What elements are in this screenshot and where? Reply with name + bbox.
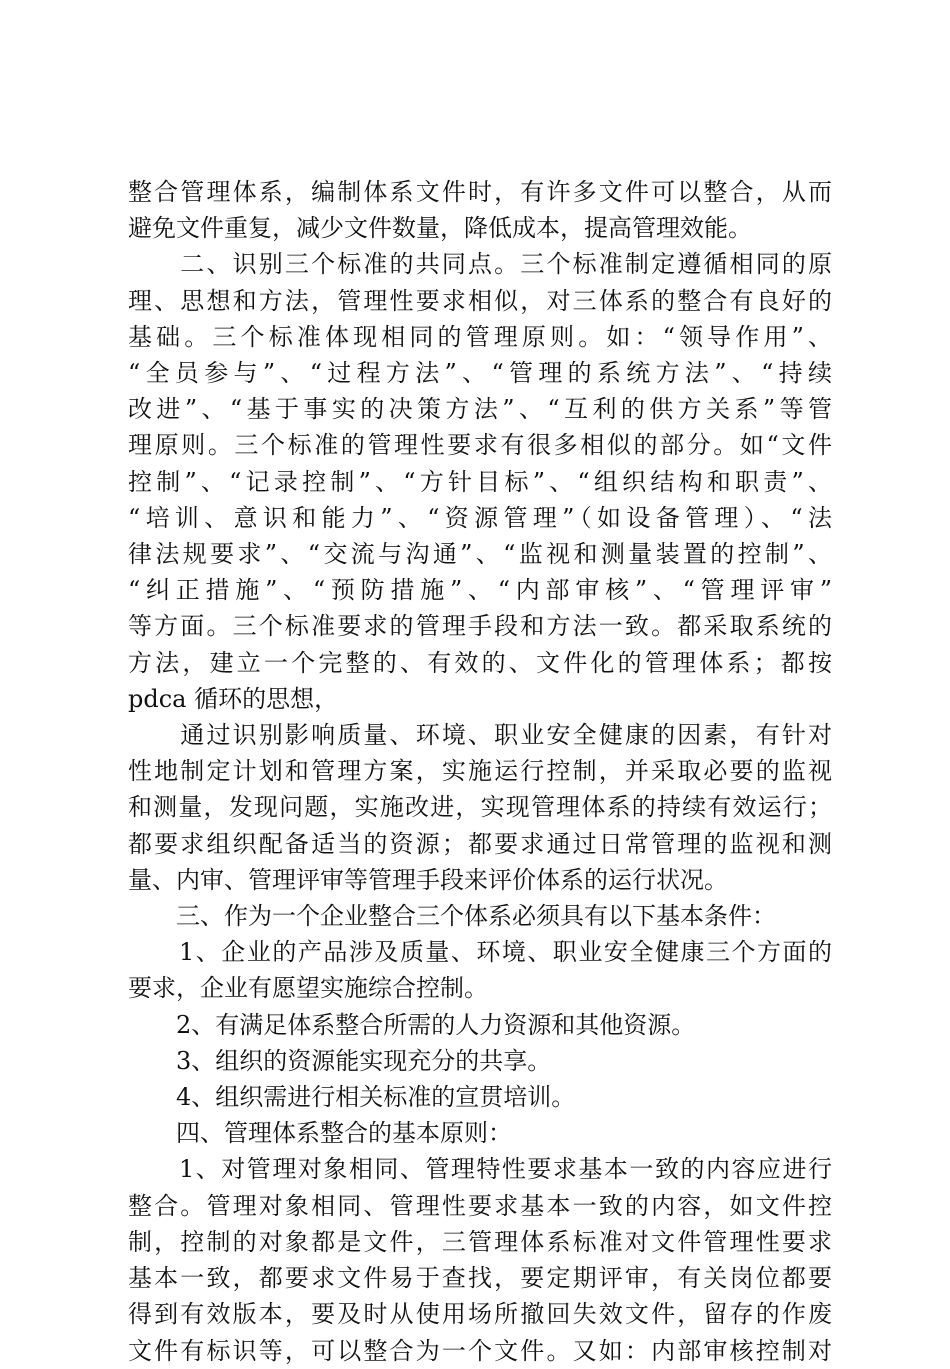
text-line: 得到有效版本，要及时从使用场所撤回失效文件，留存的作废 bbox=[128, 1300, 832, 1329]
text-line: pdca 循环的思想， bbox=[128, 684, 339, 713]
text-line: 改进”、“基于事实的决策方法”、“互利的供方关系”等管 bbox=[128, 395, 832, 424]
text-line: 整合管理体系，编制体系文件时，有许多文件可以整合，从而 bbox=[128, 178, 832, 206]
text-line: 制，控制的对象都是文件，三管理体系标准对文件管理性要求 bbox=[128, 1227, 832, 1256]
text-line: 控制”、“记录控制”、“方针目标”、“组织结构和职责”、 bbox=[128, 467, 832, 496]
text-line: 4、组织需进行相关标准的宣贯培训。 bbox=[128, 1083, 576, 1112]
text-line: 要求，企业有愿望实施综合控制。 bbox=[128, 974, 488, 1003]
text-line: 量、内审、管理评审等管理手段来评价体系的运行状况。 bbox=[128, 865, 728, 894]
text-line: 基本一致，都要求文件易于查找，要定期评审，有关岗位都要 bbox=[128, 1264, 832, 1293]
text-line: 整合。管理对象相同、管理性要求基本一致的内容，如文件控 bbox=[128, 1191, 832, 1220]
text-line: 等方面。三个标准要求的管理手段和方法一致。都采取系统的 bbox=[128, 612, 832, 641]
text-line: 1、对管理对象相同、管理特性要求基本一致的内容应进行 bbox=[128, 1155, 832, 1184]
text-line: 基础。三个标准体现相同的管理原则。如：“领导作用”、 bbox=[128, 322, 832, 351]
text-line: 理、思想和方法，管理性要求相似，对三体系的整合有良好的 bbox=[128, 286, 832, 315]
text-line: “培训、意识和能力”、“资源管理”（如设备管理）、“法 bbox=[128, 503, 832, 532]
text-line: 理原则。三个标准的管理性要求有很多相似的部分。如“文件 bbox=[128, 431, 832, 460]
text-line: 三、作为一个企业整合三个体系必须具有以下基本条件： bbox=[128, 902, 776, 931]
text-line: 都要求组织配备适当的资源；都要求通过日常管理的监视和测 bbox=[128, 829, 832, 858]
text-line: 四、管理体系整合的基本原则： bbox=[128, 1119, 512, 1148]
text-line: 避免文件重复，减少文件数量，降低成本，提高管理效能。 bbox=[128, 214, 752, 243]
text-line: “纠正措施”、“预防措施”、“内部审核”、“管理评审” bbox=[128, 576, 832, 605]
text-line: “全员参与”、“过程方法”、“管理的系统方法”、“持续 bbox=[128, 359, 832, 388]
text-line: 2、有满足体系整合所需的人力资源和其他资源。 bbox=[128, 1010, 696, 1039]
text-line: 二、识别三个标准的共同点。三个标准制定遵循相同的原 bbox=[128, 250, 832, 279]
document-body-text bbox=[128, 174, 832, 1369]
text-line: 文件有标识等，可以整合为一个文件。又如：内部审核控制对 bbox=[128, 1336, 832, 1365]
text-line: 性地制定计划和管理方案，实施运行控制，并采取必要的监视 bbox=[128, 757, 832, 786]
text-line: 方法，建立一个完整的、有效的、文件化的管理体系；都按 bbox=[128, 648, 832, 677]
text-line: 1、企业的产品涉及质量、环境、职业安全健康三个方面的 bbox=[128, 938, 832, 967]
text-line: 3、组织的资源能实现充分的共享。 bbox=[128, 1046, 552, 1075]
text-line: 律法规要求”、“交流与沟通”、“监视和测量装置的控制”、 bbox=[128, 540, 832, 569]
text-line: 通过识别影响质量、环境、职业安全健康的因素，有针对 bbox=[128, 721, 832, 750]
text-line: 和测量，发现问题，实施改进，实现管理体系的持续有效运行； bbox=[128, 793, 832, 822]
